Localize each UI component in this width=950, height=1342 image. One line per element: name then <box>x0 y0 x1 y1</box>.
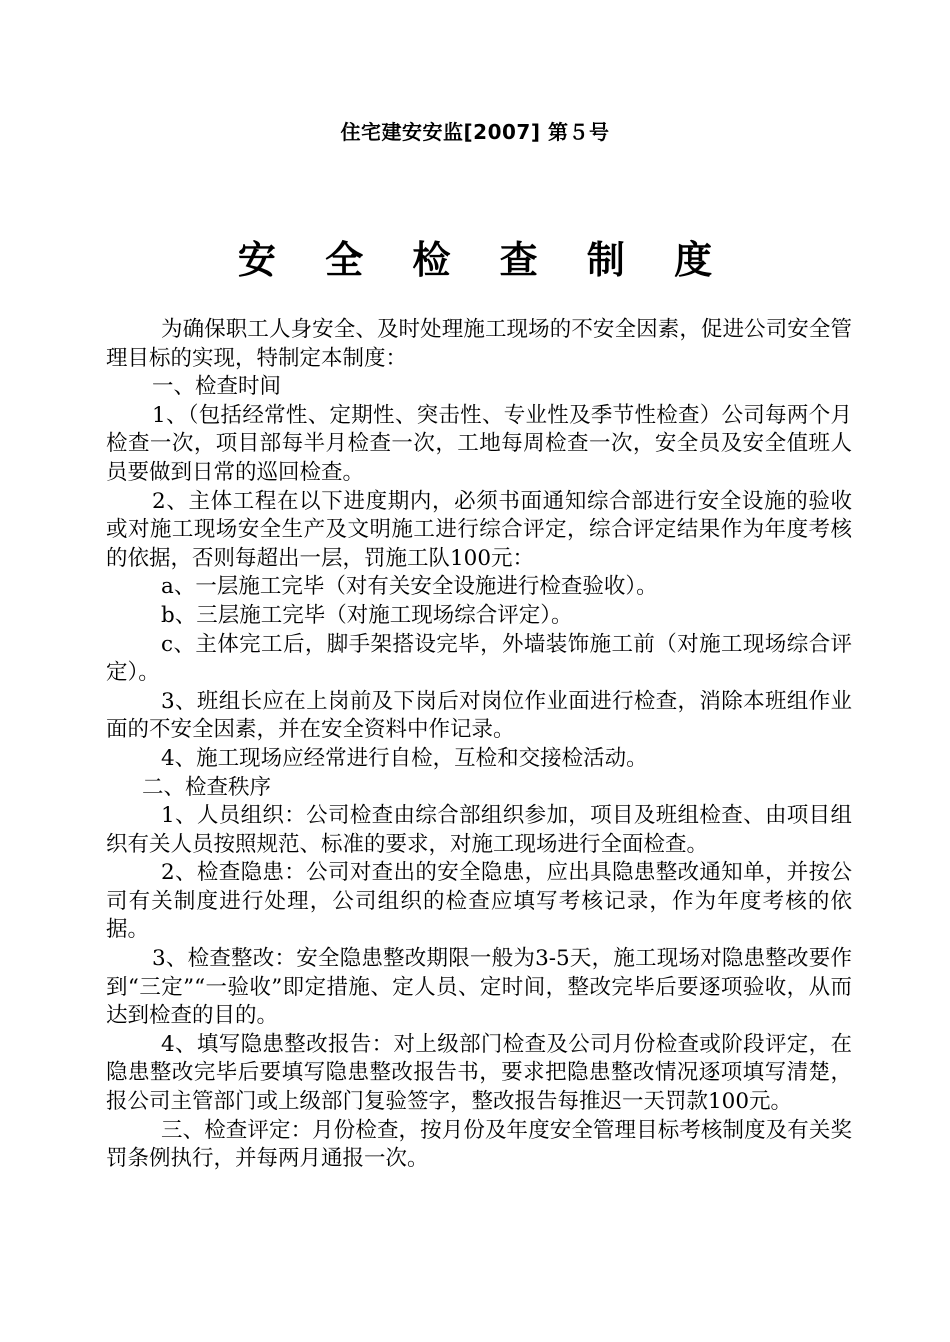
document-title: 安 全 检 查 制 度 <box>237 238 731 282</box>
section-3-evaluation: 三、检查评定：月份检查，按月份及年度安全管理目标考核制度及有关奖罚条例执行，并每两月通报一次。 <box>106 1117 852 1172</box>
paragraph-2-3: 3、检查整改：安全隐患整改期限一般为3-5天，施工现场对隐患整改要作到“三定”“一验收”即定措施、定人员、定时间，整改完毕后要逐项验收，从而达到检查的目的。 <box>106 946 852 1029</box>
paragraph-1-1: 1、（包括经常性、定期性、突击性、专业性及季节性检查）公司每两个月检查一次，项目部每半月检查一次，工地每周检查一次，安全员及安全值班人员要做到日常的巡回检查。 <box>106 402 852 485</box>
paragraph-2-4: 4、填写隐患整改报告：对上级部门检查及公司月份检查或阶段评定，在隐患整改完毕后要填写隐患整改报告书，要求把隐患整改情况逐项填写清楚，报公司主管部门或上级部门复验签字，整改报告每推迟一天罚款100元。 <box>106 1031 852 1115</box>
intro-paragraph: 为确保职工人身安全、及时处理施工现场的不安全因素，促进公司安全管理目标的实现，特制定本制度： <box>106 317 852 371</box>
paragraph-1-3: 3、班组长应在上岗前及下岗后对岗位作业面进行检查，消除本班组作业面的不安全因素，并在安全资料中作记录。 <box>106 688 852 743</box>
list-item-c: c、主体完工后，脚手架搭设完毕，外墙装饰施工前（对施工现场综合评定）。 <box>106 631 852 686</box>
list-item-a: a、一层施工完毕（对有关安全设施进行检查验收）。 <box>161 574 658 600</box>
paragraph-2-2: 2、检查隐患：公司对查出的安全隐患，应出具隐患整改通知单，并按公司有关制度进行处理，公司组织的检查应填写考核记录，作为年度考核的依据。 <box>106 860 852 943</box>
document-body <box>106 316 852 1174</box>
section-heading-inspection-time: 一、检查时间 <box>152 374 282 400</box>
list-item-b: b、三层施工完毕（对施工现场综合评定）。 <box>161 602 573 628</box>
section-heading-inspection-order: 二、检查秩序 <box>142 774 272 800</box>
paragraph-1-4: 4、施工现场应经常进行自检，互检和交接检活动。 <box>161 745 648 771</box>
paragraph-2-1: 1、人员组织：公司检查由综合部组织参加，项目及班组检查、由项目组织有关人员按照规范、标准的要求，对施工现场进行全面检查。 <box>106 803 852 857</box>
document-number: 住宅建安安监[2007] 第５号 <box>340 120 610 144</box>
paragraph-1-2: 2、主体工程在以下进度期内，必须书面通知综合部进行安全设施的验收或对施工现场安全生产及文明施工进行综合评定，综合评定结果作为年度考核的依据，否则每超出一层，罚施工队100元： <box>106 488 852 571</box>
